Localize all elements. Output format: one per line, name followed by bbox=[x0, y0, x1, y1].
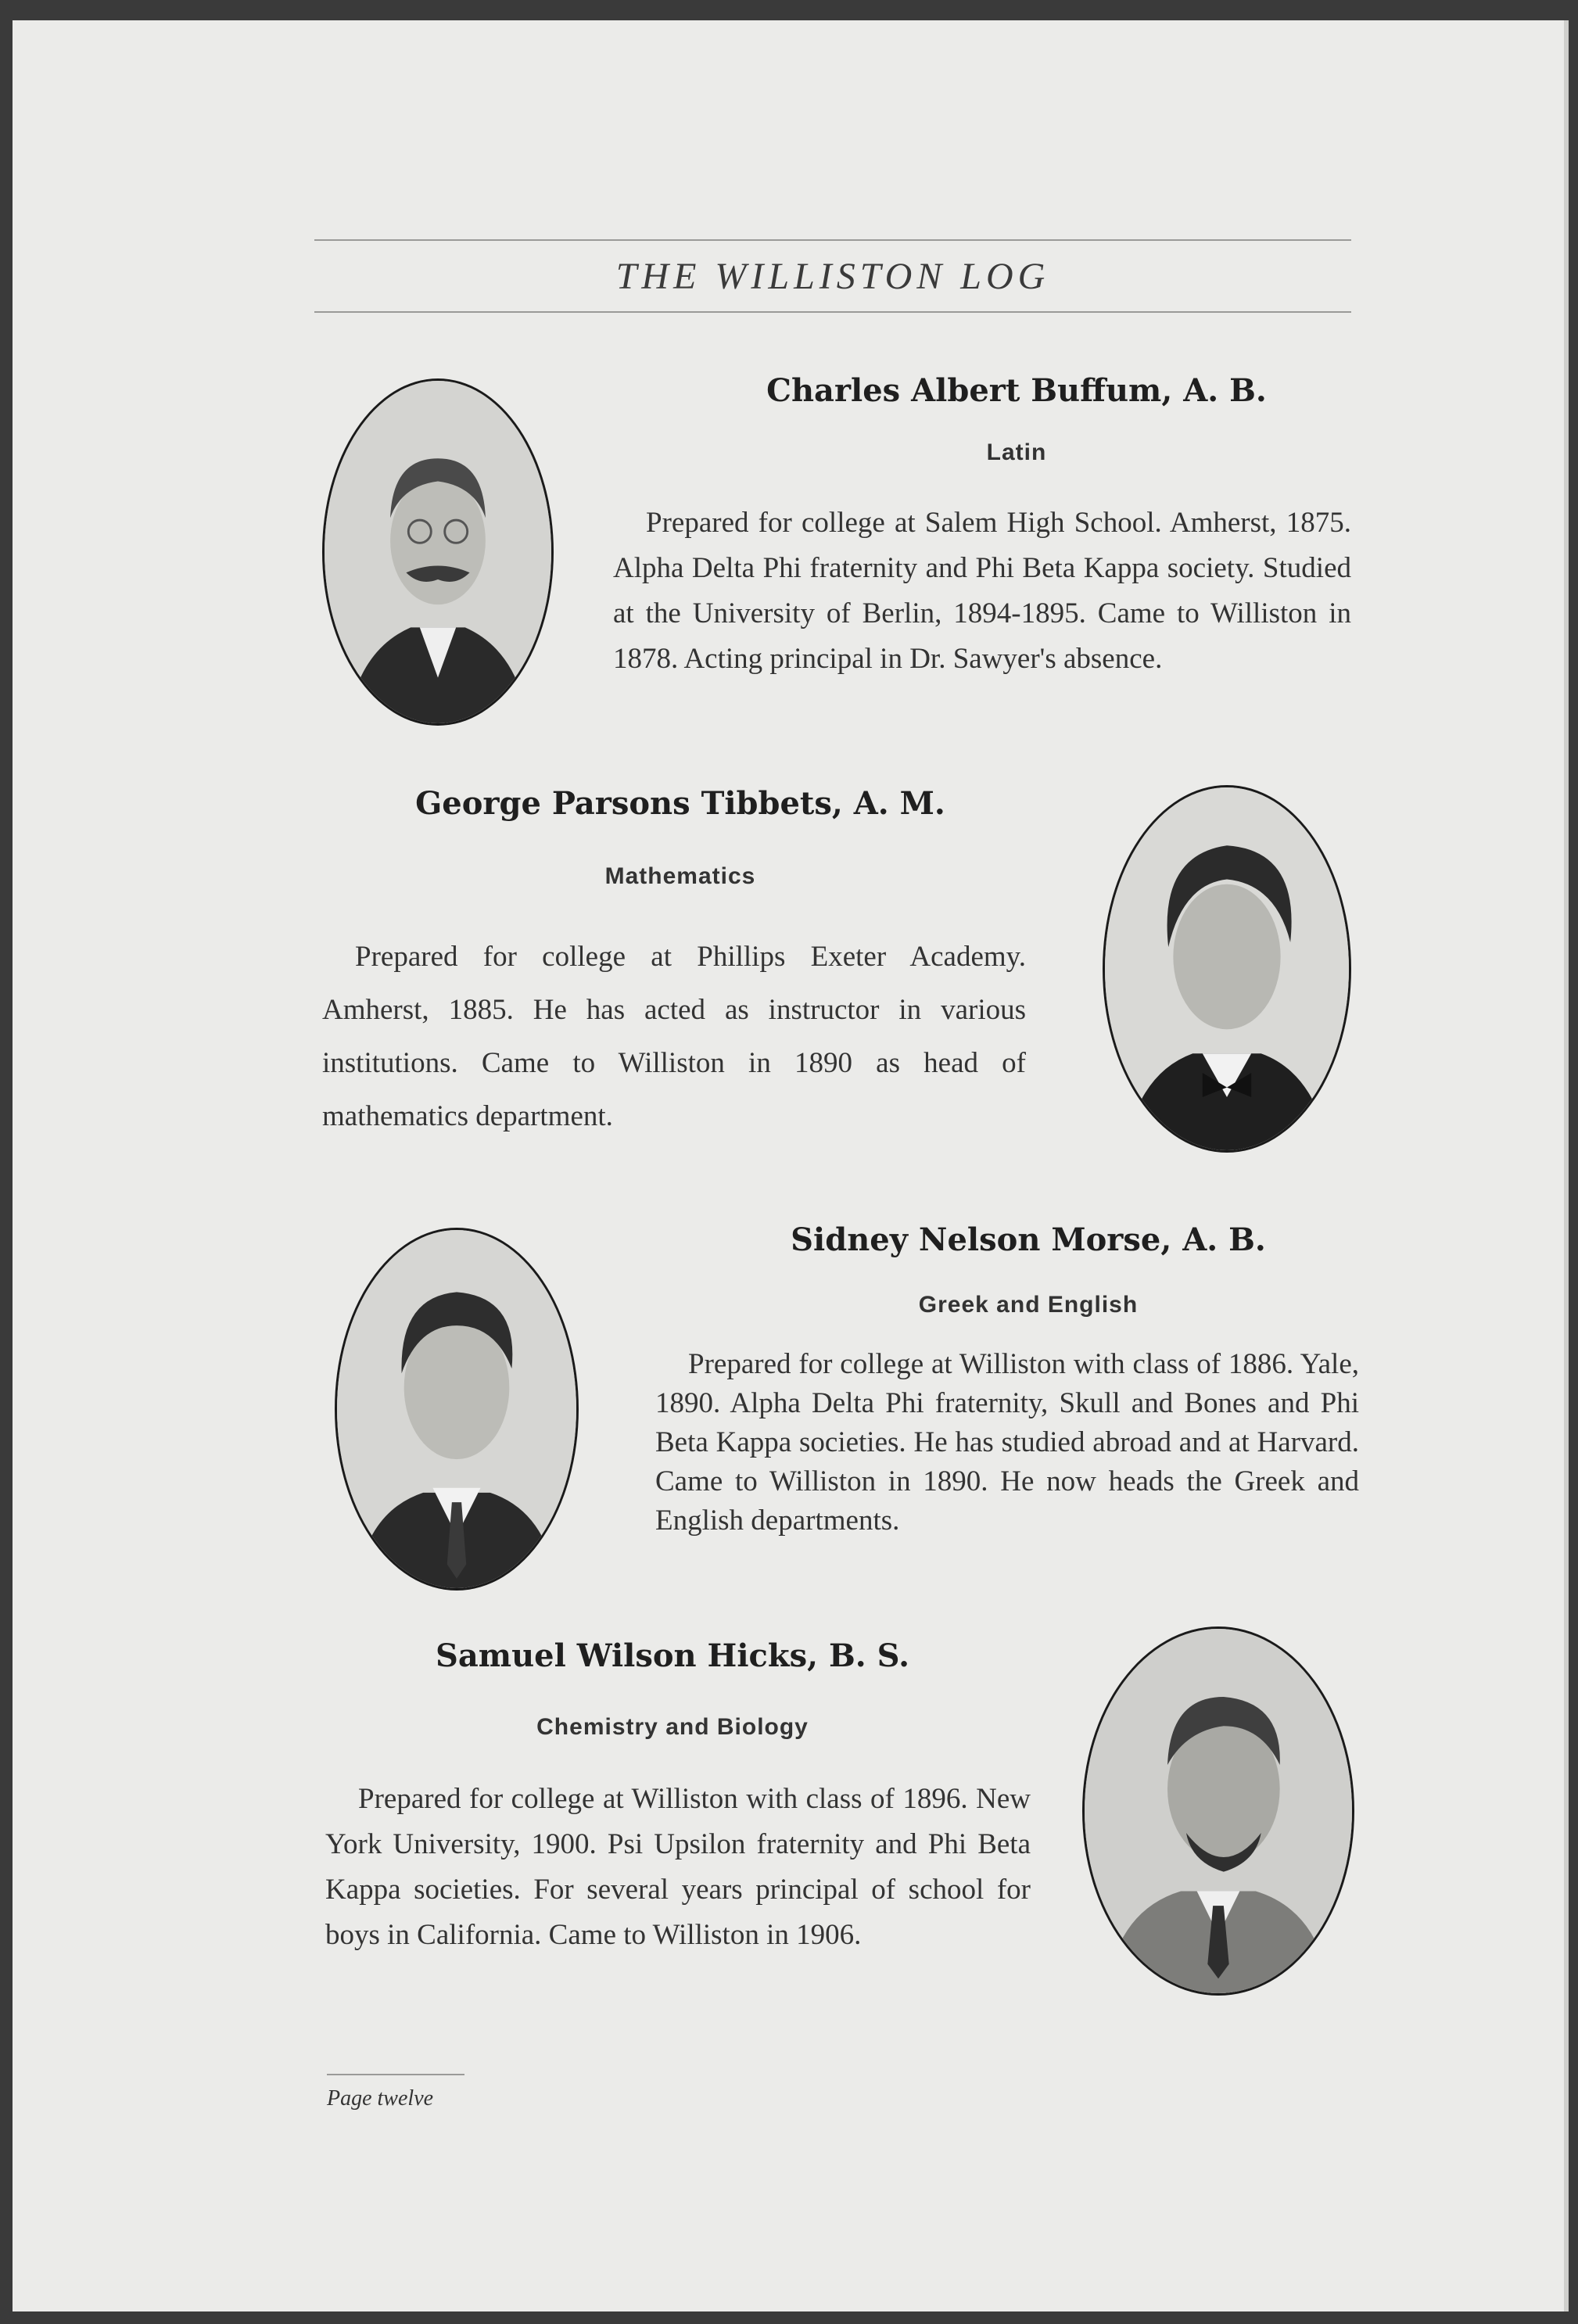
page-title: THE WILLISTON LOG bbox=[615, 255, 1050, 297]
portrait-photo bbox=[1103, 785, 1351, 1153]
page-number: Page twelve bbox=[327, 2086, 434, 2111]
page-header bbox=[314, 239, 1351, 313]
portrait-photo bbox=[1082, 1626, 1354, 1996]
faculty-bio bbox=[613, 500, 1351, 682]
faculty-name: George Parsons Tibbets, A. M. bbox=[415, 785, 945, 822]
faculty-name: Charles Albert Buffum, A. B. bbox=[766, 372, 1267, 409]
portrait-photo bbox=[335, 1228, 579, 1591]
faculty-subject: Latin bbox=[986, 439, 1047, 465]
faculty-bio bbox=[322, 931, 1026, 1143]
faculty-subject: Greek and English bbox=[918, 1292, 1139, 1318]
faculty-bio-text: Prepared for college at Williston with class of 1886. Yale, 1890. Alpha Delta Phi fraternity, Skull and Bones and Phi Beta Kappa societies. He has studied abroad and at Harvard. Came to Williston in 1890. He now heads the Greek and English departments. bbox=[655, 1348, 1359, 1537]
portrait-photo bbox=[322, 378, 554, 726]
faculty-name: Samuel Wilson Hicks, B. S. bbox=[435, 1637, 910, 1674]
faculty-subject: Chemistry and Biology bbox=[536, 1714, 809, 1740]
faculty-bio-text: Prepared for college at Salem High School. Amherst, 1875. Alpha Delta Phi fraternity and Phi Beta Kappa society. Studied at the University of Berlin, 1894-1895. Came to Williston in 1878. Acting principal in Dr. Sawyer's absence. bbox=[613, 507, 1351, 675]
faculty-bio-text: Prepared for college at Williston with class of 1896. New York University, 1900. Psi Upsilon fraternity and Phi Beta Kappa societies. For several years principal of school for boys in California. Came to Williston in 1906. bbox=[325, 1783, 1031, 1951]
faculty-bio bbox=[655, 1345, 1359, 1540]
faculty-bio bbox=[325, 1777, 1031, 1958]
faculty-subject: Mathematics bbox=[604, 863, 756, 889]
faculty-bio-text: Prepared for college at Phillips Exeter Academy. Amherst, 1885. He has acted as instructor in various institutions. Came to Williston in 1890 as head of mathematics department. bbox=[322, 941, 1026, 1132]
faculty-name: Sidney Nelson Morse, A. B. bbox=[791, 1221, 1266, 1258]
page bbox=[13, 20, 1569, 2311]
footer-divider bbox=[327, 2074, 464, 2075]
